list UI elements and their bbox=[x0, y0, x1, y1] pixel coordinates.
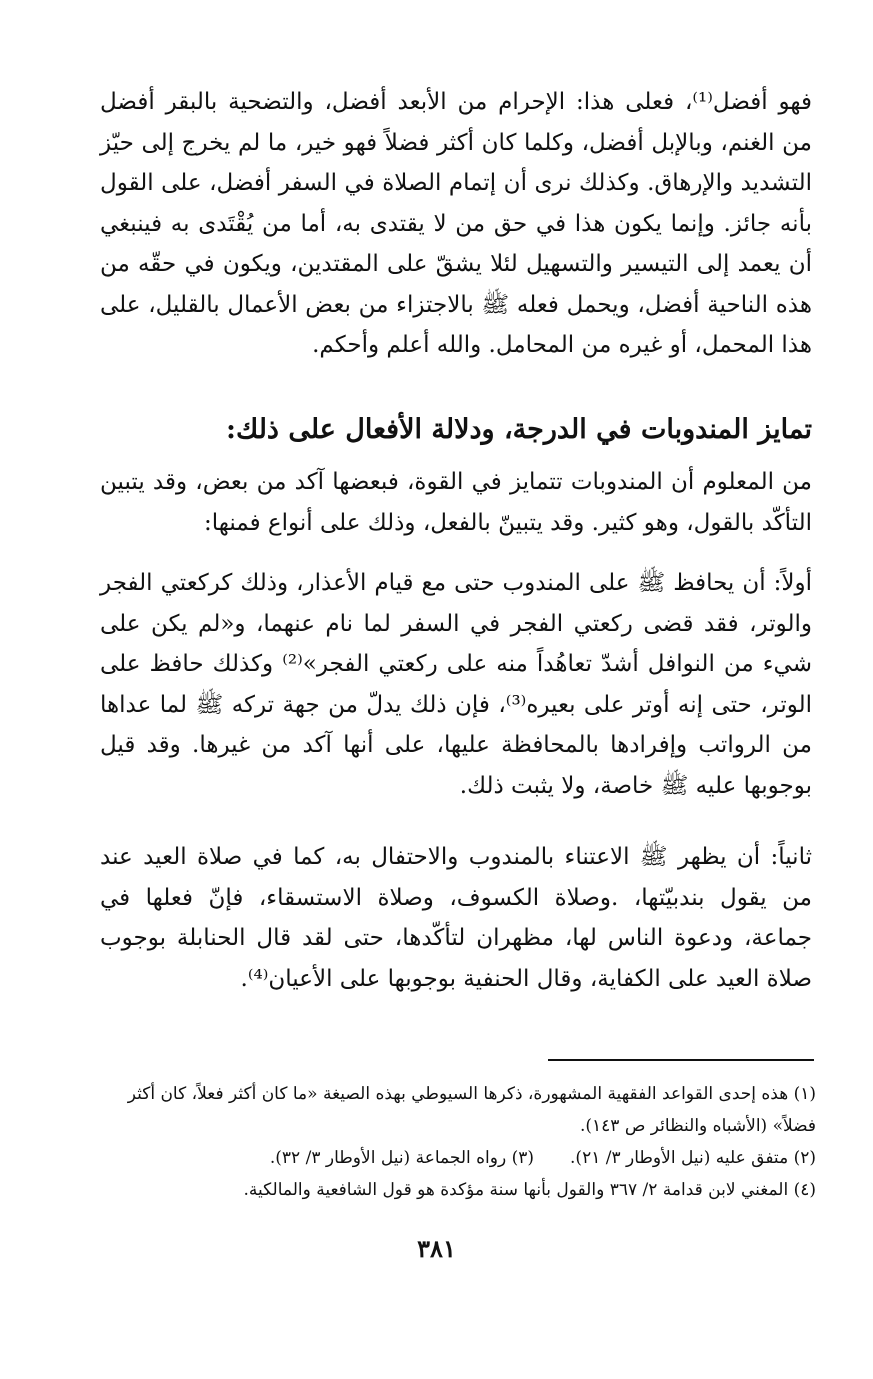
paragraph-2-container bbox=[100, 462, 812, 543]
footnote-row-2-3 bbox=[100, 1142, 816, 1174]
footnote-4: (٤) المغني لابن قدامة ٢/ ٣٦٧ والقول بأنها سنة مؤكدة هو قول الشافعية والمالكية. bbox=[243, 1180, 816, 1200]
page-number: ٣٨١ bbox=[417, 1234, 456, 1263]
section-heading-container bbox=[100, 410, 812, 450]
paragraph-4: ثانياً: أن يظهر ﷺ الاعتناء بالمندوب والاحتفال به، كما في صلاة العيد عند من يقول بندبيّتها، .وصلاة الكسوف، وصلاة الاستسقاء، فإنّ فعلها في جماعة، ودعوة الناس لها، مظهران لتأكّدها، حتى لقد قال الحنابلة بوجوب صلاة العيد على الكفاية، وقال الحنفية بوجوبها على الأعيان⁽⁴⁾. bbox=[100, 844, 812, 992]
paragraph-4-container bbox=[100, 837, 812, 999]
footnote-separator bbox=[548, 1059, 814, 1061]
paragraph-1: فهو أفضل⁽¹⁾، فعلى هذا: الإحرام من الأبعد أفضل، والتضحية بالبقر أفضل من الغنم، وبالإبل أفضل، وكلما كان أكثر فضلاً فهو خير، ما لم يخرج إلى حيّز التشديد والإرهاق. وكذلك نرى أن إتمام الصلاة في السفر أفضل، على القول بأنه جائز. وإنما يكون هذا في حق من لا يقتدى به، أما من يُقْتَدى به فينبغي أن يعمد إلى التيسير والتسهيل لئلا يشقّ على المقتدين، ويكون في حقّه من هذه الناحية أفضل، ويحمل فعله ﷺ بالاجتزاء من بعض الأعمال بالقليل، على هذا المحمل، أو غيره من المحامل. والله أعلم وأحكم. bbox=[100, 89, 812, 358]
paragraph-3: أولاً: أن يحافظ ﷺ على المندوب حتى مع قيام الأعذار، وذلك كركعتي الفجر والوتر، فقد قضى ركعتي الفجر في السفر لما نام عنهما، و«لم يكن على شيء من النوافل أشدّ تعاهُداً منه على ركعتي الفجر»⁽²⁾ وكذلك حافظ على الوتر، حتى إنه أوتر على بعيره⁽³⁾، فإن ذلك يدلّ من جهة تركه ﷺ لما عداها من الرواتب وإفرادها بالمحافظة عليها، على أنها آكد من غيرها. وقد قيل بوجوبها عليه ﷺ خاصة، ولا يثبت ذلك. bbox=[100, 570, 812, 799]
footnote-1: (١) هذه إحدى القواعد الفقهية المشهورة، ذكرها السيوطي بهذه الصيغة «ما كان أكثر فعلاً، كان أكثر فضلاً» (الأشباه والنظائر ص ١٤٣). bbox=[127, 1084, 816, 1136]
footnote-2: (٢) متفق عليه (نيل الأوطار ٣/ ٢١). bbox=[570, 1148, 816, 1168]
footnote-3: (٣) رواه الجماعة (نيل الأوطار ٣/ ٣٢). bbox=[269, 1148, 535, 1168]
paragraph-2: من المعلوم أن المندوبات تتمايز في القوة، فبعضها آكد من بعض، وقد يتبين التأكّد بالقول، وهو كثير. وقد يتبينّ بالفعل، وذلك على أنواع فمنها: bbox=[100, 469, 812, 536]
footnotes bbox=[100, 1078, 816, 1206]
paragraph-3-container bbox=[100, 563, 812, 806]
paragraph-1-container bbox=[100, 82, 812, 366]
section-heading: تمايز المندوبات في الدرجة، ودلالة الأفعال على ذلك: bbox=[225, 414, 812, 445]
